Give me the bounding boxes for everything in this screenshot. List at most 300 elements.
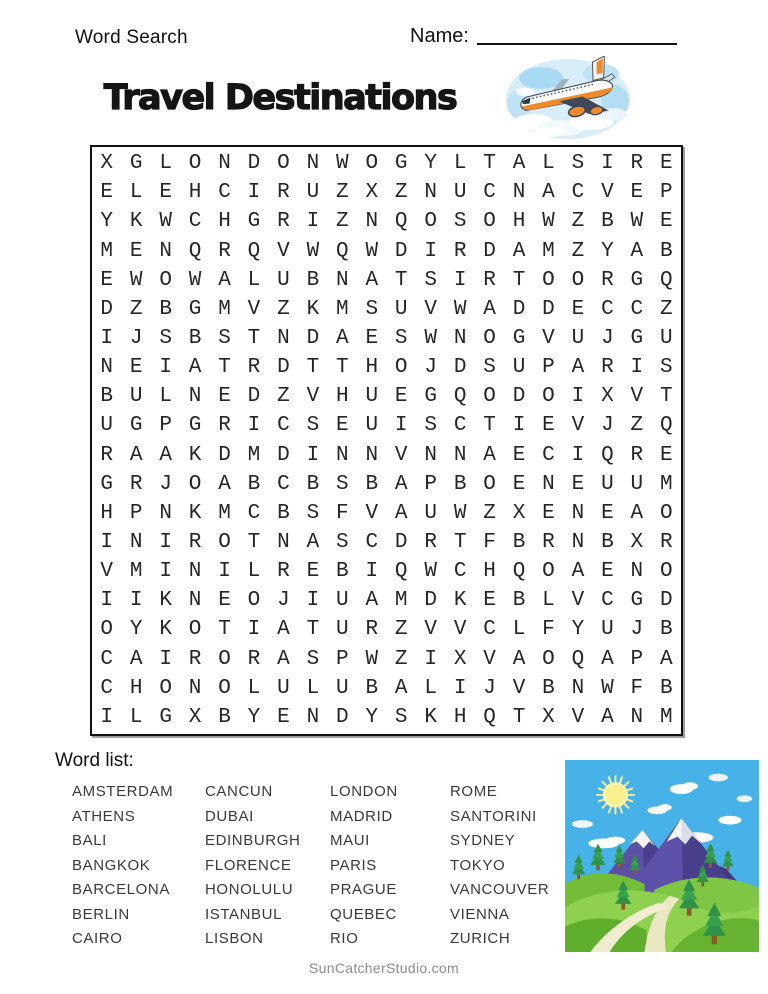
grid-cell: U	[277, 676, 290, 700]
grid-cell: N	[159, 501, 172, 525]
grid-cell: H	[336, 385, 349, 409]
grid-cell: R	[277, 181, 290, 205]
grid-cell: R	[100, 443, 114, 467]
grid-cell: C	[601, 589, 614, 613]
grid-cell: E	[512, 443, 526, 467]
grid-cell: I	[571, 443, 585, 467]
grid-cell: N	[365, 443, 379, 467]
grid-cell: A	[365, 268, 379, 292]
grid-cell: Q	[394, 210, 408, 234]
grid-cell: L	[306, 676, 320, 700]
grid-cell: E	[100, 268, 114, 292]
grid-cell: D	[483, 239, 496, 263]
word-list-item: ISTANBUL	[205, 905, 283, 923]
grid-cell: U	[571, 326, 585, 350]
grid-cell: N	[188, 589, 202, 613]
grid-cell: N	[453, 443, 467, 467]
grid-cell: P	[159, 414, 172, 438]
grid-cell: A	[512, 239, 526, 263]
grid-cell: H	[100, 501, 114, 525]
grid-cell: O	[542, 647, 555, 671]
grid-cell: N	[336, 268, 349, 292]
grid-cell: X	[512, 501, 526, 525]
grid-cell: D	[512, 297, 526, 321]
grid-cell: O	[542, 560, 555, 584]
grid-cell: W	[365, 239, 379, 263]
grid-cell: B	[453, 472, 467, 496]
grid-cell: Z	[571, 210, 585, 234]
grid-cell: C	[542, 443, 555, 467]
grid-cell: J	[159, 472, 172, 496]
grid-cell: Y	[601, 239, 614, 263]
grid-cell: J	[601, 326, 614, 350]
grid-cell: E	[571, 472, 585, 496]
grid-cell: Q	[571, 647, 585, 671]
grid-cell: M	[659, 705, 673, 729]
grid-cell: P	[542, 356, 555, 380]
grid-cell: O	[659, 501, 673, 525]
grid-cell: W	[129, 268, 143, 292]
grid-cell: Z	[659, 297, 673, 321]
grid-cell: O	[247, 589, 261, 613]
grid-cell: P	[129, 501, 143, 525]
grid-cell: O	[218, 647, 231, 671]
grid-cell: A	[630, 501, 644, 525]
grid-cell: M	[247, 443, 261, 467]
grid-cell: I	[365, 560, 379, 584]
grid-cell: Q	[188, 239, 202, 263]
grid-cell: Z	[277, 297, 290, 321]
grid-cell: I	[453, 676, 467, 700]
grid-cell: D	[659, 589, 673, 613]
grid-cell: A	[394, 501, 408, 525]
grid-cell: I	[306, 210, 320, 234]
grid-cell: F	[336, 501, 349, 525]
grid-cell: R	[129, 472, 143, 496]
grid-cell: B	[306, 472, 320, 496]
grid-cell: R	[453, 239, 467, 263]
word-list-item: AMSTERDAM	[72, 783, 174, 800]
grid-cell: R	[247, 356, 261, 380]
grid-cell: T	[512, 268, 526, 292]
grid-cell: W	[542, 210, 555, 234]
grid-cell: E	[336, 414, 349, 438]
word-list-item: ATHENS	[72, 807, 136, 825]
grid-cell: V	[630, 385, 644, 409]
grid-cell: U	[512, 356, 526, 380]
grid-cell: E	[483, 589, 496, 613]
grid-cell: K	[188, 443, 202, 467]
grid-cell: T	[306, 356, 320, 380]
grid-cell: R	[277, 210, 290, 234]
word-list-item: VIENNA	[450, 905, 510, 923]
grid-cell: S	[336, 531, 349, 555]
grid-cell: C	[247, 501, 261, 525]
grid-cell: U	[453, 181, 467, 205]
grid-cell: A	[659, 647, 673, 671]
grid-cell: J	[630, 618, 644, 642]
grid-cell: W	[159, 210, 172, 234]
grid-cell: M	[100, 239, 114, 263]
grid-cell: O	[483, 210, 496, 234]
grid-cell: F	[483, 531, 496, 555]
grid-cell: I	[630, 356, 644, 380]
word-list-item: MADRID	[330, 807, 393, 825]
grid-cell: N	[306, 705, 320, 729]
grid-cell: R	[483, 268, 496, 292]
grid-cell: S	[394, 326, 408, 350]
grid-cell: W	[424, 560, 437, 584]
grid-cell: A	[512, 152, 526, 176]
grid-cell: N	[277, 531, 290, 555]
word-list-item: ROME	[450, 783, 498, 800]
grid-cell: N	[100, 356, 114, 380]
grid-cell: A	[336, 326, 349, 350]
grid-cell: R	[247, 647, 261, 671]
grid-cell: R	[601, 356, 614, 380]
grid-cell: U	[306, 181, 320, 205]
grid-cell: O	[159, 268, 172, 292]
grid-cell: R	[659, 531, 673, 555]
grid-cell: E	[601, 560, 614, 584]
grid-cell: W	[601, 676, 614, 700]
grid-cell: E	[512, 472, 526, 496]
grid-cell: Z	[277, 385, 290, 409]
grid-cell: C	[453, 560, 467, 584]
word-list-item: MAUI	[330, 832, 370, 849]
grid-cell: S	[365, 297, 379, 321]
grid-cell: O	[100, 618, 114, 642]
grid-cell: N	[188, 560, 202, 584]
grid-cell: W	[453, 501, 467, 525]
grid-cell: A	[394, 676, 408, 700]
grid-cell: E	[129, 356, 143, 380]
grid-cell: V	[512, 676, 526, 700]
grid-cell: U	[100, 414, 114, 438]
grid-cell: D	[542, 297, 555, 321]
grid-cell: N	[188, 676, 202, 700]
grid-cell: E	[394, 385, 408, 409]
grid-cell: B	[188, 326, 202, 350]
grid-cell: E	[218, 589, 231, 613]
grid-cell: U	[336, 618, 349, 642]
grid-cell: A	[512, 647, 526, 671]
grid-cell: Q	[394, 560, 408, 584]
grid-cell: L	[247, 268, 261, 292]
grid-cell: Z	[630, 414, 644, 438]
grid-cell: E	[630, 181, 644, 205]
grid-cell: V	[424, 618, 437, 642]
grid-cell: S	[659, 356, 673, 380]
grid-cell: B	[277, 501, 290, 525]
grid-cell: B	[659, 676, 673, 700]
grid-cell: L	[542, 589, 555, 613]
grid-cell: S	[394, 705, 408, 729]
grid-cell: L	[424, 676, 437, 700]
word-list-item: LONDON	[330, 783, 398, 800]
grid-cell: Q	[483, 705, 496, 729]
word-list-columns	[72, 780, 562, 952]
grid-cell: W	[424, 326, 437, 350]
grid-cell: G	[129, 414, 143, 438]
grid-cell: E	[659, 443, 673, 467]
grid-cell: G	[100, 472, 114, 496]
grid-cell: O	[188, 152, 202, 176]
grid-cell: U	[129, 385, 143, 409]
grid-cell: O	[571, 268, 585, 292]
grid-cell: N	[453, 326, 467, 350]
grid-cell: I	[424, 239, 437, 263]
grid-cell: C	[277, 414, 290, 438]
grid-cell: I	[453, 268, 467, 292]
grid-cell: I	[601, 152, 614, 176]
grid-cell: D	[336, 705, 349, 729]
grid-cell: K	[453, 589, 467, 613]
grid-cell: S	[453, 210, 467, 234]
page-title: Travel Destinations	[103, 78, 457, 118]
grid-cell: Z	[483, 501, 496, 525]
grid-cell: N	[630, 705, 644, 729]
grid-cell: V	[277, 239, 290, 263]
grid-cell: Q	[601, 443, 614, 467]
grid-cell: A	[601, 647, 614, 671]
grid-cell: O	[483, 385, 496, 409]
grid-cell: B	[306, 268, 320, 292]
grid-cell: S	[571, 152, 585, 176]
grid-cell: V	[247, 297, 261, 321]
grid-cell: D	[424, 589, 437, 613]
grid-cell: Y	[365, 705, 379, 729]
grid-cell: B	[218, 705, 231, 729]
grid-cell: D	[100, 297, 114, 321]
airplane-illustration	[503, 56, 633, 142]
grid-cell: A	[129, 647, 143, 671]
grid-cell: I	[424, 647, 437, 671]
grid-cell: G	[424, 385, 437, 409]
grid-cell: L	[512, 618, 526, 642]
grid-cell: J	[601, 414, 614, 438]
grid-cell: N	[630, 560, 644, 584]
grid-cell: Y	[100, 210, 114, 234]
grid-cell: I	[100, 531, 114, 555]
grid-cell: E	[365, 326, 379, 350]
grid-cell: O	[659, 560, 673, 584]
grid-cell: A	[483, 443, 496, 467]
grid-cell: N	[424, 443, 437, 467]
grid-cell: D	[394, 239, 408, 263]
grid-cell: A	[571, 356, 585, 380]
grid-cell: R	[365, 618, 379, 642]
grid-cell: B	[336, 560, 349, 584]
grid-cell: B	[601, 210, 614, 234]
grid-cell: R	[542, 531, 555, 555]
grid-cell: M	[336, 297, 349, 321]
grid-cell: O	[188, 618, 202, 642]
grid-cell: R	[630, 443, 644, 467]
grid-cell: N	[571, 676, 585, 700]
grid-cell: R	[218, 239, 231, 263]
name-blank-line	[477, 43, 677, 45]
grid-cell: B	[601, 531, 614, 555]
grid-cell: I	[247, 181, 261, 205]
grid-cell: T	[483, 414, 496, 438]
grid-cell: L	[247, 560, 261, 584]
grid-cell: Z	[394, 618, 408, 642]
word-list-item: PARIS	[330, 856, 377, 874]
grid-cell: E	[659, 152, 673, 176]
grid-cell: P	[424, 472, 437, 496]
grid-cell: D	[394, 531, 408, 555]
grid-cell: W	[365, 647, 379, 671]
grid-cell: U	[601, 618, 614, 642]
grid-cell: D	[277, 356, 290, 380]
grid-cell: M	[542, 239, 555, 263]
grid-cell: C	[601, 297, 614, 321]
grid-cell: A	[542, 181, 555, 205]
grid-cell: I	[159, 560, 172, 584]
word-list-item: EDINBURGH	[205, 832, 301, 849]
grid-cell: B	[659, 239, 673, 263]
grid-cell: H	[453, 705, 467, 729]
grid-cell: K	[159, 618, 172, 642]
grid-cell: R	[424, 531, 437, 555]
grid-cell: Q	[247, 239, 261, 263]
name-label: Name:	[410, 25, 469, 47]
grid-cell: Y	[129, 618, 143, 642]
grid-cell: B	[659, 618, 673, 642]
grid-cell: E	[542, 414, 555, 438]
grid-cell: W	[453, 297, 467, 321]
grid-cell: B	[512, 589, 526, 613]
grid-cell: D	[306, 326, 320, 350]
grid-cell: K	[159, 589, 172, 613]
grid-cell: T	[218, 618, 231, 642]
grid-cell: L	[247, 676, 261, 700]
grid-cell: J	[129, 326, 143, 350]
grid-cell: A	[277, 647, 290, 671]
grid-cell: N	[277, 326, 290, 350]
grid-cell: M	[218, 297, 231, 321]
word-list-title: Word list:	[55, 750, 134, 771]
grid-cell: Q	[453, 385, 467, 409]
grid-cell: D	[247, 385, 261, 409]
grid-cell: A	[218, 268, 231, 292]
grid-cell: V	[483, 647, 496, 671]
grid-cell: B	[365, 676, 379, 700]
grid-cell: O	[483, 472, 496, 496]
grid-cell: M	[659, 472, 673, 496]
grid-cell: U	[277, 268, 290, 292]
grid-cell: S	[424, 268, 437, 292]
grid-cell: A	[483, 297, 496, 321]
grid-cell: Y	[424, 152, 437, 176]
grid-cell: M	[394, 589, 408, 613]
grid-cell: I	[100, 705, 114, 729]
grid-cell: C	[100, 647, 114, 671]
grid-cell: J	[424, 356, 437, 380]
grid-cell: P	[630, 647, 644, 671]
grid-cell: Z	[394, 647, 408, 671]
word-list-item: TOKYO	[450, 856, 506, 874]
grid-cell: R	[277, 560, 290, 584]
grid-cell: G	[630, 326, 644, 350]
grid-cell: N	[571, 531, 585, 555]
grid-cell: D	[512, 385, 526, 409]
grid-cell: T	[659, 385, 673, 409]
grid-cell: T	[247, 531, 261, 555]
grid-cell: V	[571, 589, 585, 613]
word-list-item: BANGKOK	[72, 856, 151, 874]
grid-cell: G	[630, 268, 644, 292]
grid-cell: H	[365, 356, 379, 380]
word-list-item: QUEBEC	[330, 905, 397, 923]
grid-cell: S	[306, 414, 320, 438]
grid-cell: I	[218, 560, 231, 584]
grid-cell: Z	[129, 297, 143, 321]
grid-cell: U	[365, 414, 379, 438]
grid-cell: I	[100, 326, 114, 350]
grid-cell: O	[365, 152, 379, 176]
word-list-column	[450, 780, 562, 952]
word-list-column	[205, 780, 330, 952]
grid-cell: T	[218, 356, 231, 380]
grid-cell: T	[483, 152, 496, 176]
grid-cell: O	[218, 676, 231, 700]
grid-cell: V	[571, 414, 585, 438]
grid-cell: N	[129, 531, 143, 555]
grid-cell: R	[188, 531, 202, 555]
grid-cell: L	[453, 152, 467, 176]
word-search-grid	[90, 145, 683, 736]
grid-cell: E	[159, 181, 172, 205]
grid-cell: G	[630, 589, 644, 613]
grid-cell: U	[424, 501, 437, 525]
word-list-item: ZURICH	[450, 930, 511, 947]
grid-cell: B	[159, 297, 172, 321]
word-list-item: DUBAI	[205, 807, 254, 825]
grid-cell: S	[336, 472, 349, 496]
grid-cell: K	[129, 210, 143, 234]
grid-cell: T	[453, 531, 467, 555]
grid-cell: V	[365, 501, 379, 525]
grid-cell: C	[483, 181, 496, 205]
grid-cell: A	[159, 443, 172, 467]
grid-cell: C	[571, 181, 585, 205]
grid-cell: B	[247, 472, 261, 496]
grid-cell: R	[601, 268, 614, 292]
grid-cell: N	[424, 181, 437, 205]
grid-cell: C	[218, 181, 231, 205]
grid-cell: B	[100, 385, 114, 409]
grid-cell: V	[601, 181, 614, 205]
grid-cell: W	[630, 210, 644, 234]
grid-cell: F	[542, 618, 555, 642]
grid-cell: I	[129, 589, 143, 613]
grid-cell: S	[306, 501, 320, 525]
grid-cell: R	[630, 152, 644, 176]
grid-cell: T	[306, 618, 320, 642]
grid-cell: I	[247, 414, 261, 438]
grid-cell: X	[630, 531, 644, 555]
grid-cell: O	[159, 676, 172, 700]
grid-cell: A	[306, 531, 320, 555]
grid-cell: X	[453, 647, 467, 671]
grid-cell: I	[100, 589, 114, 613]
grid-cell: V	[453, 618, 467, 642]
landscape-illustration	[565, 760, 759, 952]
grid-cell: M	[218, 501, 231, 525]
grid-cell: N	[365, 210, 379, 234]
